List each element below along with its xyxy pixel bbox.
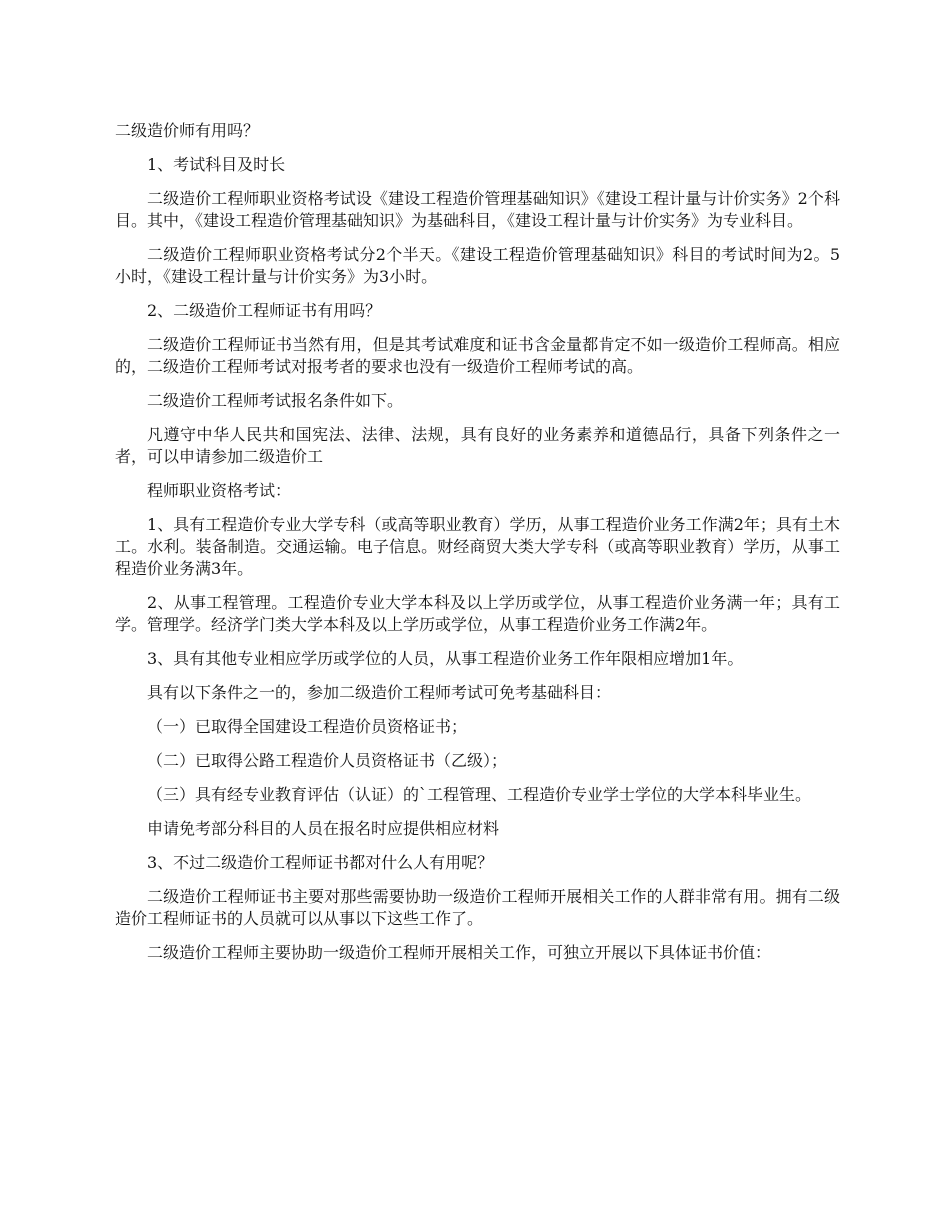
- document-title: 二级造价师有用吗？: [115, 121, 260, 140]
- paragraph: 二级造价工程师职业资格考试分2个半天。《建设工程造价管理基础知识》科目的考试时间为2。5小时，《建设工程计量与计价实务》为3小时。: [115, 245, 840, 286]
- section-heading: 1、考试科目及时长: [147, 155, 286, 174]
- list-item: 2、从事工程管理。工程造价专业大学本科及以上学历或学位，从事工程造价业务满一年；具有工学。管理学。经济学门类大学本科及以上学历或学位，从事工程造价业务工作满2年。: [115, 593, 840, 634]
- section-heading: 2、二级造价工程师证书有用吗？: [147, 301, 382, 320]
- section-heading: 3、不过二级造价工程师证书都对什么人有用呢？: [147, 853, 494, 872]
- paragraph: 二级造价工程师证书主要对那些需要协助一级造价工程师开展相关工作的人群非常有用。拥有二级造价工程师证书的人员就可以从事以下这些工作了。: [115, 887, 840, 928]
- list-item: 1、具有工程造价专业大学专科（或高等职业教育）学历，从事工程造价业务工作满2年；具有土木工。水利。装备制造。交通运输。电子信息。财经商贸大类大学专科（或高等职业教育）学历，从事工程造价业务满3年。: [115, 515, 840, 578]
- list-item: 3、具有其他专业相应学历或学位的人员，从事工程造价业务工作年限相应增加1年。: [147, 649, 744, 668]
- paragraph: 具有以下条件之一的，参加二级造价工程师考试可免考基础科目：: [147, 683, 612, 702]
- paragraph: 二级造价工程师职业资格考试设《建设工程造价管理基础知识》《建设工程计量与计价实务》2个科目。其中，《建设工程造价管理基础知识》为基础科目，《建设工程计量与计价实务》为专业科目。: [115, 189, 840, 230]
- paragraph: 二级造价工程师证书当然有用，但是其考试难度和证书含金量都肯定不如一级造价工程师高。相应的，二级造价工程师考试对报考者的要求也没有一级造价工程师考试的高。: [115, 335, 840, 376]
- paragraph: 二级造价工程师主要协助一级造价工程师开展相关工作，可独立开展以下具体证书价值：: [147, 943, 772, 962]
- list-item: （三）具有经专业教育评估（认证）的`工程管理、工程造价专业学士学位的大学本科毕业生。: [147, 785, 812, 804]
- list-item: （一）已取得全国建设工程造价员资格证书；: [147, 717, 468, 736]
- paragraph: 程师职业资格考试：: [147, 481, 292, 500]
- list-item: （二）已取得公路工程造价人员资格证书（乙级）；: [147, 751, 508, 770]
- document-body: [115, 120, 840, 976]
- paragraph: 凡遵守中华人民共和国宪法、法律、法规，具有良好的业务素养和道德品行，具备下列条件之一者，可以申请参加二级造价工: [115, 425, 840, 466]
- paragraph: 二级造价工程师考试报名条件如下。: [147, 391, 404, 410]
- paragraph: 申请免考部分科目的人员在报名时应提供相应材料: [147, 819, 500, 838]
